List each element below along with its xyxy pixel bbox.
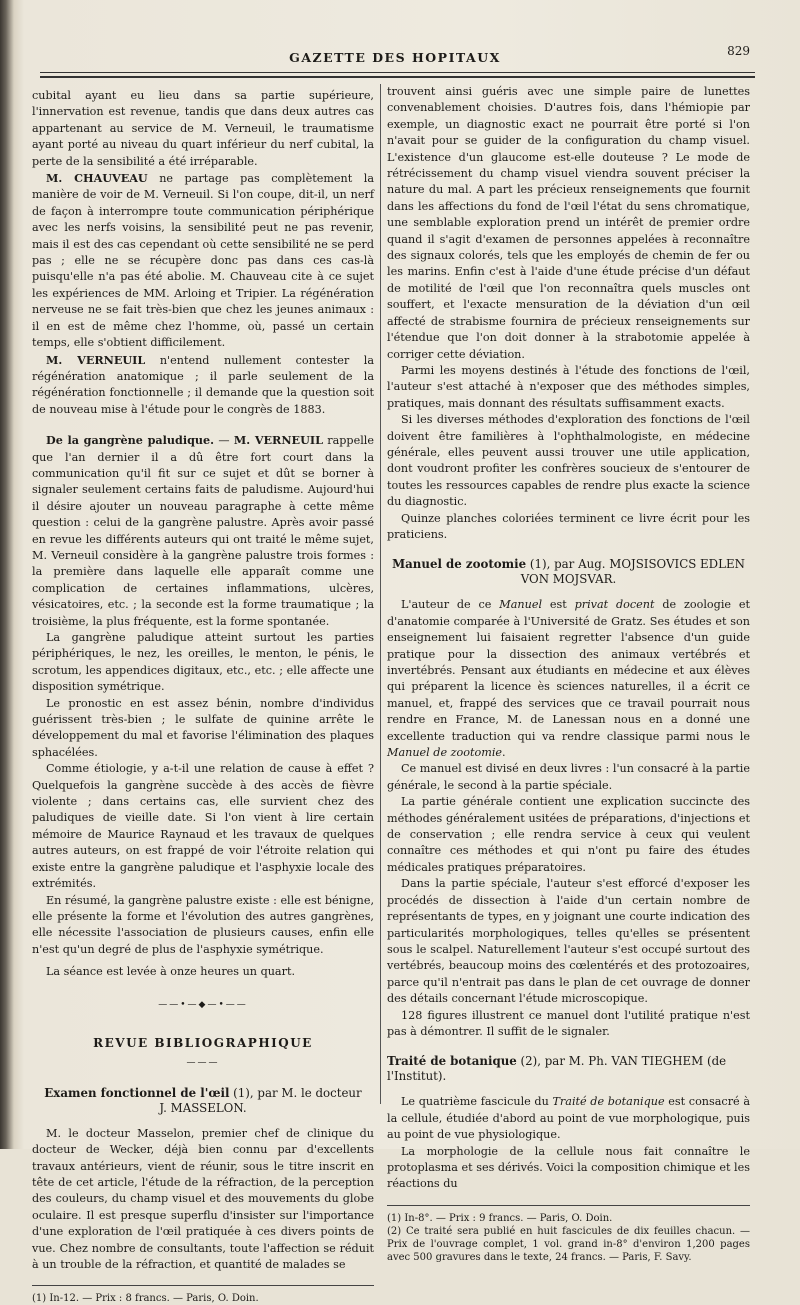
paragraph: Si les diverses méthodes d'exploration des fonctions de l'œil doivent être familières à l'ophthalmologiste, en médecine générale, elles peuvent aussi trouver une utile application, dont voudront profiter les confrères soucieux de s'entourer de toutes les ressources capables de rendre plus exacte la science du diagnostic. bbox=[387, 413, 750, 509]
topic-title: De la gangrène paludique. bbox=[46, 433, 215, 448]
paragraph: M. le docteur Masselon, premier chef de clinique du docteur de Wecker, déjà bien connu par d'excellents travaux antérieurs, vient de réunir, sous le titre inscrit en tête de cet article, l'étude de la réfraction, de la perception des couleurs, du champ visuel et des mouvements du globe oculaire. Il est presque superflu d'insister sur l'importance d'une exploration de l'œil pratiquée à ces divers points de vue. Chez nombre de consultants, toute l'affection se réduit à un trouble de la réfraction, et quantité de malades se bbox=[32, 1126, 374, 1271]
paragraph: En résumé, la gangrène palustre existe : elle est bénigne, elle présente la forme et l'évolution des autres gangrènes, elle nécessite l'association de plusieurs causes, enfin elle n'est qu'un degré de plus de l'asphyxie symétrique. bbox=[32, 893, 374, 956]
paragraph: Ce manuel est divisé en deux livres : l'un consacré à la partie générale, le second à la partie spéciale. bbox=[387, 762, 750, 792]
paragraph: Le pronostic en est assez bénin, nombre d'individus guérissent très-bien ; le sulfate de quinine arrête le développement du mal et favorise l'élimination des plaques sphacélées. bbox=[32, 696, 374, 759]
paragraph: 128 figures illustrent ce manuel dont l'utilité pratique n'est pas à démontrer. Il suffit de le signaler. bbox=[387, 1008, 750, 1038]
review-author: J. MASSELON. bbox=[159, 1100, 247, 1115]
footnote: (1) In-12. — Prix : 8 francs. — Paris, O. Doin. bbox=[32, 1293, 259, 1305]
review-author: MOJSISOVICS EDLEN VON MOJSVAR. bbox=[520, 557, 745, 587]
header-rule-thin bbox=[40, 72, 755, 73]
footnote-rule bbox=[32, 1285, 374, 1286]
paragraph: La partie générale contient une explication succincte des méthodes généralement usitées de préparations, d'injections et de conservation ; elle rendra service à ceux qui veulent connaître ces méthodes et qui n'ont pu faire des études médicales pratiques préparatoires. bbox=[387, 795, 750, 874]
left-column bbox=[32, 88, 374, 1305]
page-number: 829 bbox=[727, 44, 750, 58]
paragraph: Comme étiologie, y a-t-il une relation de cause à effet ? Quelquefois la gangrène succède à des accès de fièvre violente ; dans certains cas, elle survient chez des paludiques de vieille date. Si l'on vient à lire certain mémoire de Maurice Raynaud et les travaux de quelques autres auteurs, on est frappé de voir l'étroite relation qui existe entre la gangrène paludique et l'asphyxie locale des extrémités. bbox=[32, 762, 374, 891]
paragraph: cubital ayant eu lieu dans sa partie supérieure, l'innervation est revenue, tandis que dans deux autres cas appartenant au service de M. Verneuil, le traumatisme ayant porté au niveau du quart inférieur du nerf cubital, la perte de la sensibilité a été irréparable. bbox=[32, 89, 374, 168]
column-divider bbox=[380, 84, 381, 1104]
paragraph: Dans la partie spéciale, l'auteur s'est efforcé d'exposer les procédés de dissection à l'aide d'un certain nombre de représentants de types, en y joignant une courte indication des particularités morphologiques, telles qu'elles se présentent sous le scalpel. Naturellement l'auteur s'est occupé surtout des vertébrés, beaucoup moins des cœlentérés et des protozoaires, parce qu'il n'entrait pas dans le plan de cet ouvrage de donner des détails concernant l'étude microscopique. bbox=[387, 877, 750, 1006]
page-header bbox=[40, 44, 750, 74]
paragraph: La gangrène paludique atteint surtout les parties périphériques, le nez, les oreilles, le menton, le pénis, le scrotum, les appendices digitaux, etc., etc. ; elle affecte une disposition symétrique. bbox=[32, 631, 374, 694]
paragraph: L'auteur de ce Manuel est privat docent de zoologie et d'anatomie comparée à l'Université de Gratz. Ses études et son enseignement lui faisaient regretter l'absence d'un guide pratique pour la dissection des animaux vertébrés et invertébrés. Pensant aux étudiants en médecine et aux élèves qui préparent la licence ès sciences naturelles, il a écrit ce manuel, et, frappé des services que ce travail pourrait nous rendre en France, M. de Lanessan nous en a donné une excellente traduction qui va rendre classique parmi nous le Manuel de zootomie. bbox=[387, 598, 750, 760]
review-entry-title: Manuel de zootomie (1), par Aug. MOJSISOVICS EDLEN VON MOJSVAR. bbox=[392, 557, 745, 587]
speaker-name: M. CHAUVEAU bbox=[46, 171, 148, 186]
paragraph: La séance est levée à onze heures un quart. bbox=[46, 965, 296, 979]
review-entry-title: Examen fonctionnel de l'œil (1), par M. le docteur J. MASSELON. bbox=[44, 1085, 362, 1115]
separator-ornament: ——•—◆—•—— bbox=[158, 999, 248, 1010]
paragraph: trouvent ainsi guéris avec une simple paire de lunettes convenablement choisies. D'autres fois, dans l'hémiopie par exemple, un diagnostic exact ne pourrait être porté si l'on n'avait pour se guider de la configuration du champ visuel. L'existence d'un glaucome est-elle douteuse ? Le mode de rétrécissement du champ visuel viendra souvent préciser la nature du mal. A part les précieux renseignements que fournit dans les affections du fond de l'œil l'état du sens chromatique, une semblable exploration prend un intérêt de premier ordre quand il s'agit d'examen de personnes appelées à reconnaître des signaux colorés, tels que les employés de chemin de fer ou les marins. Enfin c'est à l'aide d'une étude précise d'un défaut de motilité de l'œil que l'on reconnaîtra quels muscles ont souffert, et l'exacte mensuration de la déviation d'un œil affecté de strabisme fournira de précieux renseignements sur l'étendue que l'on doit donner à la strabotomie appelée à corriger cette déviation. bbox=[387, 85, 750, 361]
speaker-name: M. VERNEUIL bbox=[46, 352, 146, 367]
review-author: VAN TIEGHEM bbox=[611, 1054, 704, 1069]
section-title: REVUE BIBLIOGRAPHIQUE bbox=[93, 1035, 313, 1050]
right-column bbox=[387, 84, 750, 1264]
paragraph: Quinze planches coloriées terminent ce livre écrit pour les praticiens. bbox=[387, 511, 750, 541]
footnote-rule bbox=[387, 1205, 750, 1206]
speaker-name: M. VERNEUIL bbox=[233, 433, 323, 448]
journal-title: GAZETTE DES HOPITAUX bbox=[289, 50, 501, 65]
paragraph: Le quatrième fascicule du Traité de botanique est consacré à la cellule, étudiée d'abord au point de vue morphologique, puis au point de vue physiologique. bbox=[387, 1095, 750, 1142]
small-ornament: ——— bbox=[186, 1058, 220, 1069]
review-entry-title: Traité de botanique (2), par M. Ph. VAN TIEGHEM (de l'Institut). bbox=[387, 1054, 727, 1084]
paragraph: La morphologie de la cellule nous fait connaître le protoplasma et ses dérivés. Voici la composition chimique et les réactions du bbox=[387, 1144, 750, 1191]
paragraph: M. VERNEUIL n'entend nullement contester la régénération anatomique ; il parle seulement de la régénération fonctionnelle ; il demande que la question soit de nouveau mise à l'étude pour le congrès de 1883. bbox=[32, 352, 374, 416]
paragraph: M. CHAUVEAU ne partage pas complètement la manière de voir de M. Verneuil. Si l'on coupe, dit-il, un nerf de façon à interrompre toute communication périphérique avec les nerfs voisins, la sensibilité peut ne pas revenir, mais il est des cas cependant où cette sensibilité ne se perd pas ; elle ne se récupère donc pas dans ces cas-là puisqu'elle n'a pas été abolie. M. Chauveau cite à ce sujet les expériences de MM. Arloing et Tripier. La régénération nerveuse ne se fait très-bien que chez les jeunes animaux : il en est de même chez l'homme, où, passé un certain temps, elle s'obtient difficilement. bbox=[32, 171, 374, 350]
paragraph: Parmi les moyens destinés à l'étude des fonctions de l'œil, l'auteur s'est attaché à n'exposer que des méthodes simples, pratiques, mais donnant des résultats suffisamment exacts. bbox=[387, 363, 750, 410]
footnote: (1) In-8°. — Prix : 9 francs. — Paris, O. Doin. (2) Ce traité sera publié en huit fascicules de dix feuilles chacun. — Prix de l'ouvrage complet, 1 vol. grand in-8° d'environ 1,200 pages avec 500 gravures dans le texte, 24 francs. — Paris, F. Savy. bbox=[387, 1212, 750, 1263]
header-rule-thick bbox=[40, 76, 755, 78]
paragraph: De la gangrène paludique. — M. VERNEUIL rappelle que l'an dernier il a dû être fort court dans la communication qu'il fit sur ce sujet et dût se borner à signaler seulement certains faits de paludisme. Aujourd'hui il désire ajouter un nouveau paragraphe à cette même question : celui de la gangrène palustre. Après avoir passé en revue les différents auteurs qui ont traité le même sujet, M. Verneuil considère à la gangrène palustre trois formes : la première dans laquelle elle apparaît comme une complication de certaines inflammations, ulcères, vésicatoires, etc. ; la seconde est la forme traumatique ; la troisième, la plus fréquente, est la forme spontanée. bbox=[32, 433, 374, 628]
